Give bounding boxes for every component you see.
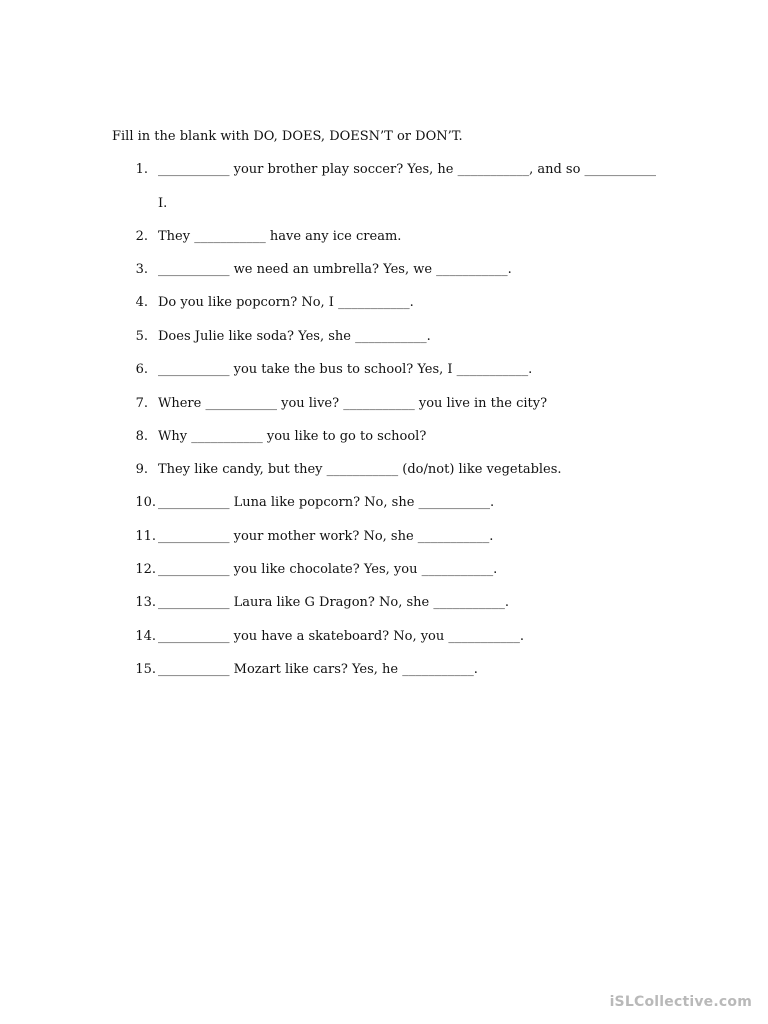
item-number: 10. — [135, 495, 156, 510]
watermark-logo: iSLCollective.com — [609, 994, 752, 1010]
item-number: 4. — [135, 295, 148, 310]
item-number: 5. — [135, 329, 148, 344]
item-text: Does Julie like soda? Yes, she ___________. — [158, 329, 431, 344]
item-text: They ___________ have any ice cream. — [158, 229, 402, 244]
item-text: Do you like popcorn? No, I ___________. — [158, 295, 414, 310]
item-number: 11. — [135, 529, 156, 544]
item-number: 7. — [135, 396, 148, 411]
item-number: 1. — [135, 162, 148, 177]
item-text: ___________ Laura like G Dragon? No, she ___________. — [158, 595, 509, 610]
item-text: ___________ you take the bus to school? Yes, I ___________. — [158, 362, 533, 377]
item-number: 15. — [135, 662, 156, 677]
item-text: ___________ Luna like popcorn? No, she ___________. — [158, 495, 495, 510]
item-text: ___________ you have a skateboard? No, you ___________. — [158, 629, 525, 644]
item-number: 2. — [135, 229, 148, 244]
item-number: 9. — [135, 462, 148, 477]
item-text: ___________ Mozart like cars? Yes, he ___________. — [158, 662, 478, 677]
item-number: 12. — [135, 562, 156, 577]
item-text: Where ___________ you live? ___________ you live in the city? — [158, 396, 548, 411]
item-number: 3. — [135, 262, 148, 277]
item-text: ___________ your mother work? No, she ___________. — [158, 529, 494, 544]
item-text: They like candy, but they ___________ (do/not) like vegetables. — [158, 462, 562, 477]
item-number: 14. — [135, 629, 156, 644]
item-continuation: I. — [158, 196, 168, 211]
item-text: ___________ we need an umbrella? Yes, we ___________. — [158, 262, 512, 277]
item-text: ___________ you like chocolate? Yes, you ___________. — [158, 562, 498, 577]
item-text: Why ___________ you like to go to school? — [158, 429, 427, 444]
item-text: ___________ your brother play soccer? Yes, he ___________, and so ___________ — [158, 162, 657, 177]
item-number: 8. — [135, 429, 148, 444]
instructions: Fill in the blank with DO, DOES, DOESN’T or DON’T. — [112, 129, 463, 144]
item-number: 6. — [135, 362, 148, 377]
item-number: 13. — [135, 595, 156, 610]
